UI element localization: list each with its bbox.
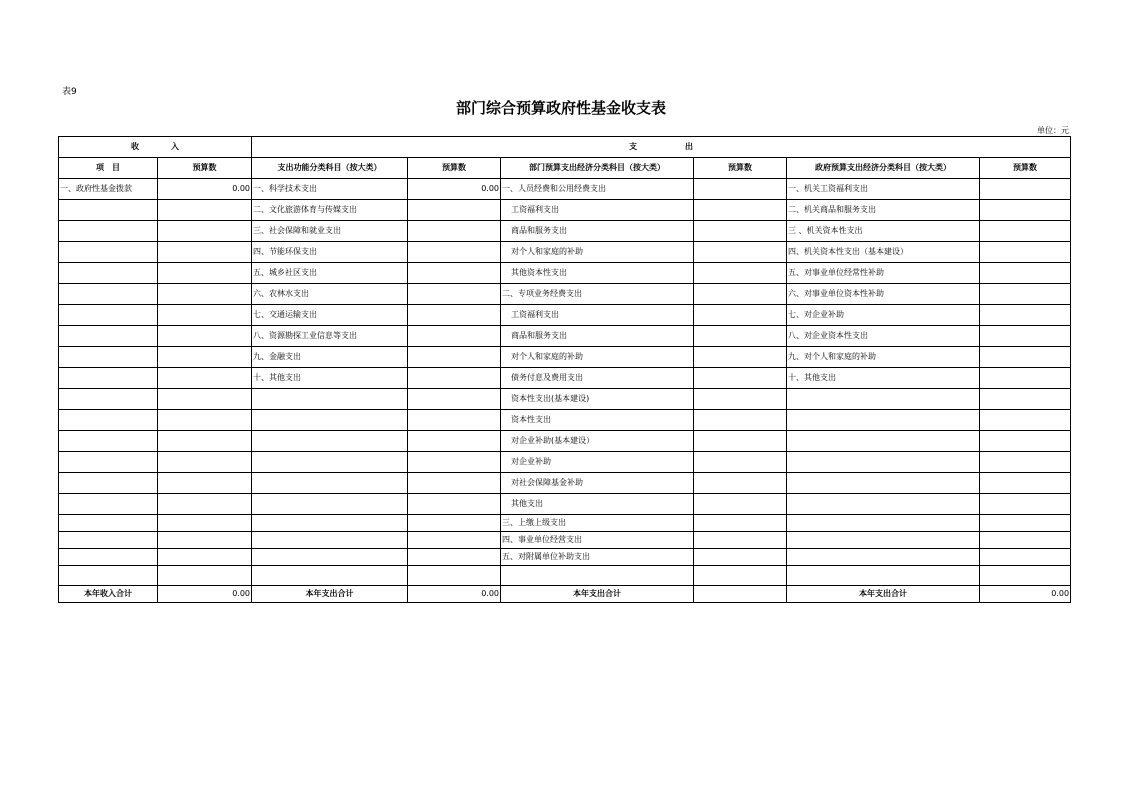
budget-table bbox=[58, 136, 1071, 603]
cell-gov-econ: 三 、机关资本性支出 bbox=[787, 221, 980, 242]
table-row bbox=[59, 410, 1071, 431]
cell-gov-econ: 十、其他支出 bbox=[787, 368, 980, 389]
cell-budget1 bbox=[158, 242, 252, 263]
table-row bbox=[59, 305, 1071, 326]
total-func-label: 本年支出合计 bbox=[252, 586, 408, 603]
table-row bbox=[59, 389, 1071, 410]
cell-func-class bbox=[252, 515, 408, 532]
table-row bbox=[59, 494, 1071, 515]
col-header-budget3: 预算数 bbox=[694, 158, 787, 179]
cell-budget4 bbox=[980, 242, 1071, 263]
col-header-budget4: 预算数 bbox=[980, 158, 1071, 179]
cell-gov-econ bbox=[787, 473, 980, 494]
cell-item bbox=[59, 368, 158, 389]
cell-item bbox=[59, 431, 158, 452]
cell-gov-econ bbox=[787, 549, 980, 566]
cell-item bbox=[59, 410, 158, 431]
table-row bbox=[59, 221, 1071, 242]
table-row bbox=[59, 263, 1071, 284]
total-gov-label: 本年支出合计 bbox=[787, 586, 980, 603]
cell-budget1 bbox=[158, 326, 252, 347]
cell-item bbox=[59, 473, 158, 494]
cell-item bbox=[59, 494, 158, 515]
cell-func-class: 二、文化旅游体育与传媒支出 bbox=[252, 200, 408, 221]
cell-budget2 bbox=[408, 305, 501, 326]
cell-func-class bbox=[252, 532, 408, 549]
col-header-gov-econ: 政府预算支出经济分类科目（按大类） bbox=[787, 158, 980, 179]
table-row bbox=[59, 242, 1071, 263]
table-row bbox=[59, 532, 1071, 549]
table-row bbox=[59, 515, 1071, 532]
cell-budget2 bbox=[408, 200, 501, 221]
cell-func-class bbox=[252, 452, 408, 473]
cell-item bbox=[59, 532, 158, 549]
cell-func-class bbox=[252, 431, 408, 452]
cell-budget2 bbox=[408, 242, 501, 263]
cell-budget3 bbox=[694, 431, 787, 452]
cell-budget1 bbox=[158, 263, 252, 284]
cell-budget1 bbox=[158, 452, 252, 473]
cell-dept-econ: 工资福利支出 bbox=[501, 200, 694, 221]
cell-dept-econ: 对企业补助 bbox=[501, 452, 694, 473]
cell-dept-econ: 商品和服务支出 bbox=[501, 221, 694, 242]
cell-gov-econ: 二、机关商品和服务支出 bbox=[787, 200, 980, 221]
cell-budget1 bbox=[158, 368, 252, 389]
cell-item bbox=[59, 221, 158, 242]
cell-budget2 bbox=[408, 284, 501, 305]
cell-func-class: 五、城乡社区支出 bbox=[252, 263, 408, 284]
column-header-row bbox=[59, 158, 1071, 179]
cell-budget4 bbox=[980, 347, 1071, 368]
table-row bbox=[59, 326, 1071, 347]
cell-budget1 bbox=[158, 473, 252, 494]
cell-dept-econ: 对个人和家庭的补助 bbox=[501, 242, 694, 263]
table-row bbox=[59, 179, 1071, 200]
cell-budget2 bbox=[408, 515, 501, 532]
cell-gov-econ: 七、对企业补助 bbox=[787, 305, 980, 326]
cell-budget3 bbox=[694, 200, 787, 221]
cell-gov-econ: 六、对事业单位资本性补助 bbox=[787, 284, 980, 305]
cell-budget3 bbox=[694, 549, 787, 566]
cell-budget3 bbox=[694, 515, 787, 532]
cell-budget1 bbox=[158, 566, 252, 586]
table-row bbox=[59, 452, 1071, 473]
cell-budget4 bbox=[980, 179, 1071, 200]
cell-budget2 bbox=[408, 473, 501, 494]
cell-budget3 bbox=[694, 326, 787, 347]
cell-budget2 bbox=[408, 263, 501, 284]
cell-budget4 bbox=[980, 473, 1071, 494]
cell-func-class: 六、农林水支出 bbox=[252, 284, 408, 305]
cell-budget2 bbox=[408, 566, 501, 586]
cell-budget3 bbox=[694, 410, 787, 431]
cell-budget2: 0.00 bbox=[408, 179, 501, 200]
cell-item bbox=[59, 326, 158, 347]
cell-budget3 bbox=[694, 389, 787, 410]
cell-budget3 bbox=[694, 347, 787, 368]
cell-budget3 bbox=[694, 368, 787, 389]
cell-budget1 bbox=[158, 389, 252, 410]
group-header-row bbox=[59, 137, 1071, 158]
cell-budget4 bbox=[980, 221, 1071, 242]
cell-gov-econ bbox=[787, 410, 980, 431]
table-row bbox=[59, 347, 1071, 368]
cell-budget3 bbox=[694, 242, 787, 263]
cell-item bbox=[59, 347, 158, 368]
cell-budget4 bbox=[980, 452, 1071, 473]
cell-func-class bbox=[252, 494, 408, 515]
cell-budget1 bbox=[158, 200, 252, 221]
cell-dept-econ: 其他支出 bbox=[501, 494, 694, 515]
cell-dept-econ: 债务付息及费用支出 bbox=[501, 368, 694, 389]
cell-budget3 bbox=[694, 305, 787, 326]
table-row bbox=[59, 368, 1071, 389]
cell-budget2 bbox=[408, 532, 501, 549]
cell-func-class: 一、科学技术支出 bbox=[252, 179, 408, 200]
table-row bbox=[59, 200, 1071, 221]
cell-budget4 bbox=[980, 263, 1071, 284]
cell-budget3 bbox=[694, 452, 787, 473]
cell-item bbox=[59, 242, 158, 263]
cell-gov-econ bbox=[787, 532, 980, 549]
cell-budget4 bbox=[980, 410, 1071, 431]
cell-budget1 bbox=[158, 410, 252, 431]
cell-dept-econ: 一、人员经费和公用经费支出 bbox=[501, 179, 694, 200]
total-dept-label: 本年支出合计 bbox=[501, 586, 694, 603]
cell-gov-econ: 八、对企业资本性支出 bbox=[787, 326, 980, 347]
cell-budget3 bbox=[694, 532, 787, 549]
cell-item: 一、政府性基金拨款 bbox=[59, 179, 158, 200]
col-header-dept-econ: 部门预算支出经济分类科目（按大类） bbox=[501, 158, 694, 179]
col-header-func-class: 支出功能分类科目（按大类） bbox=[252, 158, 408, 179]
cell-dept-econ: 资本性支出 bbox=[501, 410, 694, 431]
cell-budget2 bbox=[408, 431, 501, 452]
cell-budget4 bbox=[980, 326, 1071, 347]
table-row bbox=[59, 566, 1071, 586]
cell-budget1 bbox=[158, 431, 252, 452]
cell-budget2 bbox=[408, 549, 501, 566]
cell-budget4 bbox=[980, 305, 1071, 326]
table-row bbox=[59, 431, 1071, 452]
cell-budget4 bbox=[980, 389, 1071, 410]
cell-func-class: 九、金融支出 bbox=[252, 347, 408, 368]
cell-budget3 bbox=[694, 473, 787, 494]
cell-dept-econ: 其他资本性支出 bbox=[501, 263, 694, 284]
cell-budget4 bbox=[980, 431, 1071, 452]
total-income-value: 0.00 bbox=[158, 586, 252, 603]
cell-budget1 bbox=[158, 532, 252, 549]
cell-dept-econ: 对企业补助(基本建设） bbox=[501, 431, 694, 452]
cell-func-class: 四、节能环保支出 bbox=[252, 242, 408, 263]
cell-item bbox=[59, 515, 158, 532]
expense-group-header: 支 出 bbox=[252, 137, 1071, 158]
cell-budget2 bbox=[408, 326, 501, 347]
cell-item bbox=[59, 549, 158, 566]
cell-budget2 bbox=[408, 494, 501, 515]
cell-budget1 bbox=[158, 221, 252, 242]
total-dept-value bbox=[694, 586, 787, 603]
cell-budget2 bbox=[408, 389, 501, 410]
cell-budget4 bbox=[980, 515, 1071, 532]
cell-gov-econ bbox=[787, 494, 980, 515]
cell-item bbox=[59, 389, 158, 410]
cell-gov-econ bbox=[787, 566, 980, 586]
totals-row bbox=[59, 586, 1071, 603]
total-func-value: 0.00 bbox=[408, 586, 501, 603]
cell-budget3 bbox=[694, 566, 787, 586]
cell-budget1 bbox=[158, 494, 252, 515]
cell-budget3 bbox=[694, 221, 787, 242]
cell-func-class bbox=[252, 566, 408, 586]
cell-budget2 bbox=[408, 347, 501, 368]
cell-func-class bbox=[252, 473, 408, 494]
total-gov-value: 0.00 bbox=[980, 586, 1071, 603]
cell-budget3 bbox=[694, 263, 787, 284]
cell-dept-econ: 对个人和家庭的补助 bbox=[501, 347, 694, 368]
cell-budget1 bbox=[158, 284, 252, 305]
cell-dept-econ: 二、专项业务经费支出 bbox=[501, 284, 694, 305]
cell-dept-econ: 对社会保障基金补助 bbox=[501, 473, 694, 494]
cell-budget4 bbox=[980, 532, 1071, 549]
cell-dept-econ: 五、对附属单位补助支出 bbox=[501, 549, 694, 566]
table-row bbox=[59, 473, 1071, 494]
cell-func-class: 八、资源勘探工业信息等支出 bbox=[252, 326, 408, 347]
cell-budget1 bbox=[158, 515, 252, 532]
cell-dept-econ: 工资福利支出 bbox=[501, 305, 694, 326]
cell-budget4 bbox=[980, 284, 1071, 305]
cell-func-class: 十、其他支出 bbox=[252, 368, 408, 389]
table-row bbox=[59, 284, 1071, 305]
cell-item bbox=[59, 263, 158, 284]
cell-budget4 bbox=[980, 368, 1071, 389]
cell-budget3 bbox=[694, 494, 787, 515]
cell-func-class bbox=[252, 549, 408, 566]
cell-budget4 bbox=[980, 549, 1071, 566]
cell-budget4 bbox=[980, 566, 1071, 586]
cell-budget2 bbox=[408, 410, 501, 431]
cell-gov-econ: 一、机关工资福利支出 bbox=[787, 179, 980, 200]
cell-func-class: 三、社会保障和就业支出 bbox=[252, 221, 408, 242]
sheet-number: 表9 bbox=[62, 87, 77, 97]
income-group-header: 收 入 bbox=[59, 137, 252, 158]
cell-budget3 bbox=[694, 179, 787, 200]
col-header-item: 项 目 bbox=[59, 158, 158, 179]
cell-budget4 bbox=[980, 200, 1071, 221]
cell-dept-econ: 商品和服务支出 bbox=[501, 326, 694, 347]
col-header-budget2: 预算数 bbox=[408, 158, 501, 179]
cell-gov-econ bbox=[787, 515, 980, 532]
cell-item bbox=[59, 305, 158, 326]
cell-budget1 bbox=[158, 305, 252, 326]
cell-gov-econ: 五、对事业单位经常性补助 bbox=[787, 263, 980, 284]
cell-budget1: 0.00 bbox=[158, 179, 252, 200]
cell-func-class bbox=[252, 410, 408, 431]
cell-budget1 bbox=[158, 549, 252, 566]
cell-budget3 bbox=[694, 284, 787, 305]
cell-budget2 bbox=[408, 368, 501, 389]
cell-dept-econ: 四、事业单位经营支出 bbox=[501, 532, 694, 549]
cell-dept-econ: 三、上缴上级支出 bbox=[501, 515, 694, 532]
page-title: 部门综合预算政府性基金收支表 bbox=[455, 99, 666, 117]
cell-gov-econ: 四、机关资本性支出（基本建设） bbox=[787, 242, 980, 263]
col-header-budget1: 预算数 bbox=[158, 158, 252, 179]
unit-label: 单位：元 bbox=[1037, 126, 1069, 135]
total-income-label: 本年收入合计 bbox=[59, 586, 158, 603]
cell-dept-econ: 资本性支出(基本建设) bbox=[501, 389, 694, 410]
cell-budget2 bbox=[408, 452, 501, 473]
cell-budget2 bbox=[408, 221, 501, 242]
cell-gov-econ: 九、对个人和家庭的补助 bbox=[787, 347, 980, 368]
cell-item bbox=[59, 566, 158, 586]
cell-gov-econ bbox=[787, 431, 980, 452]
cell-item bbox=[59, 452, 158, 473]
cell-item bbox=[59, 200, 158, 221]
cell-gov-econ bbox=[787, 389, 980, 410]
table-row bbox=[59, 549, 1071, 566]
cell-budget1 bbox=[158, 347, 252, 368]
cell-dept-econ bbox=[501, 566, 694, 586]
cell-func-class: 七、交通运输支出 bbox=[252, 305, 408, 326]
cell-item bbox=[59, 284, 158, 305]
cell-budget4 bbox=[980, 494, 1071, 515]
cell-func-class bbox=[252, 389, 408, 410]
cell-gov-econ bbox=[787, 452, 980, 473]
